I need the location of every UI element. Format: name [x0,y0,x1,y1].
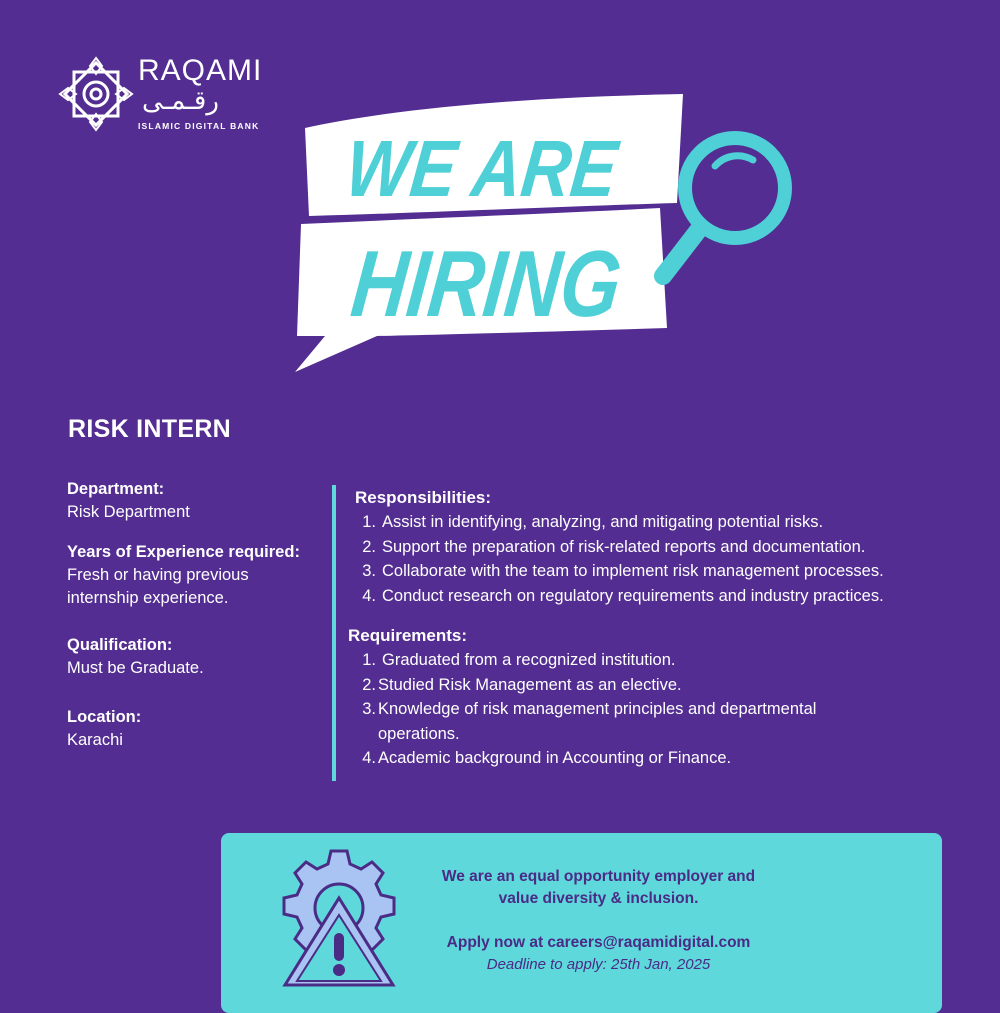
requirements-list [348,648,988,771]
department-field [67,478,327,524]
equal-opportunity-text: We are an equal opportunity employer and value diversity & inclusion. [441,868,756,907]
list-text: Conduct research on regulatory requirements and industry practices. [382,586,884,605]
location-value: Karachi [67,731,123,749]
list-text: Collaborate with the team to implement risk management processes. [382,562,884,580]
logo-star-icon [58,56,134,132]
list-number: 1. [362,651,376,669]
list-text: Knowledge of risk management principles and departmental operations. [378,700,817,743]
list-item [348,584,988,609]
logo-arabic-name: رقـمـى [142,86,219,116]
job-description [348,486,988,771]
requirements-title: Requirements: [348,626,468,645]
footer-text [421,866,776,976]
list-item [348,697,988,746]
experience-field [67,541,327,610]
gear-warning-icon [281,843,396,988]
list-text: Support the preparation of risk-related reports and documentation. [382,537,866,556]
department-label: Department: [67,480,165,498]
experience-value: Fresh or having previous internship experience. [67,566,249,607]
qualification-field [67,634,327,680]
list-item [348,673,988,698]
list-text: Studied Risk Management as an elective. [378,675,682,694]
job-details [67,478,327,769]
magnifying-glass-icon [663,138,785,276]
list-item [348,746,988,771]
list-number: 4. [362,586,376,605]
list-text: Academic background in Accounting or Finance. [378,749,732,767]
list-number: 1. [362,513,376,531]
brand-logo [58,56,273,136]
job-title: RISK INTERN [68,415,232,443]
banner-line-1: WE ARE [341,123,669,213]
list-number: 4. [362,749,376,767]
footer-panel [221,833,942,1013]
list-number: 3. [362,700,376,718]
list-item [348,510,988,535]
list-item [348,648,988,673]
location-label: Location: [67,708,142,726]
list-item [348,535,988,560]
list-number: 2. [362,537,376,556]
responsibilities-list [348,510,988,608]
responsibilities-title: Responsibilities: [355,488,492,507]
list-number: 3. [362,562,376,580]
apply-link[interactable]: Apply now at careers@raqamidigital.com [446,934,751,951]
list-text: Graduated from a recognized institution. [382,651,676,669]
list-text: Assist in identifying, analyzing, and mitigating potential risks. [382,513,824,531]
experience-label: Years of Experience required: [67,543,300,561]
column-divider [332,485,336,781]
location-field [67,706,327,752]
list-item [348,559,988,584]
qualification-value: Must be Graduate. [67,659,204,677]
deadline-text: Deadline to apply: 25th Jan, 2025 [486,956,711,973]
list-number: 2. [362,675,376,694]
department-value: Risk Department [67,503,190,521]
qualification-label: Qualification: [67,636,173,654]
logo-tagline: ISLAMIC DIGITAL BANK [138,121,260,131]
banner-line-2: HIRING [346,231,687,336]
we-are-hiring-banner [285,88,805,378]
logo-name: RAQAMI [138,54,263,87]
